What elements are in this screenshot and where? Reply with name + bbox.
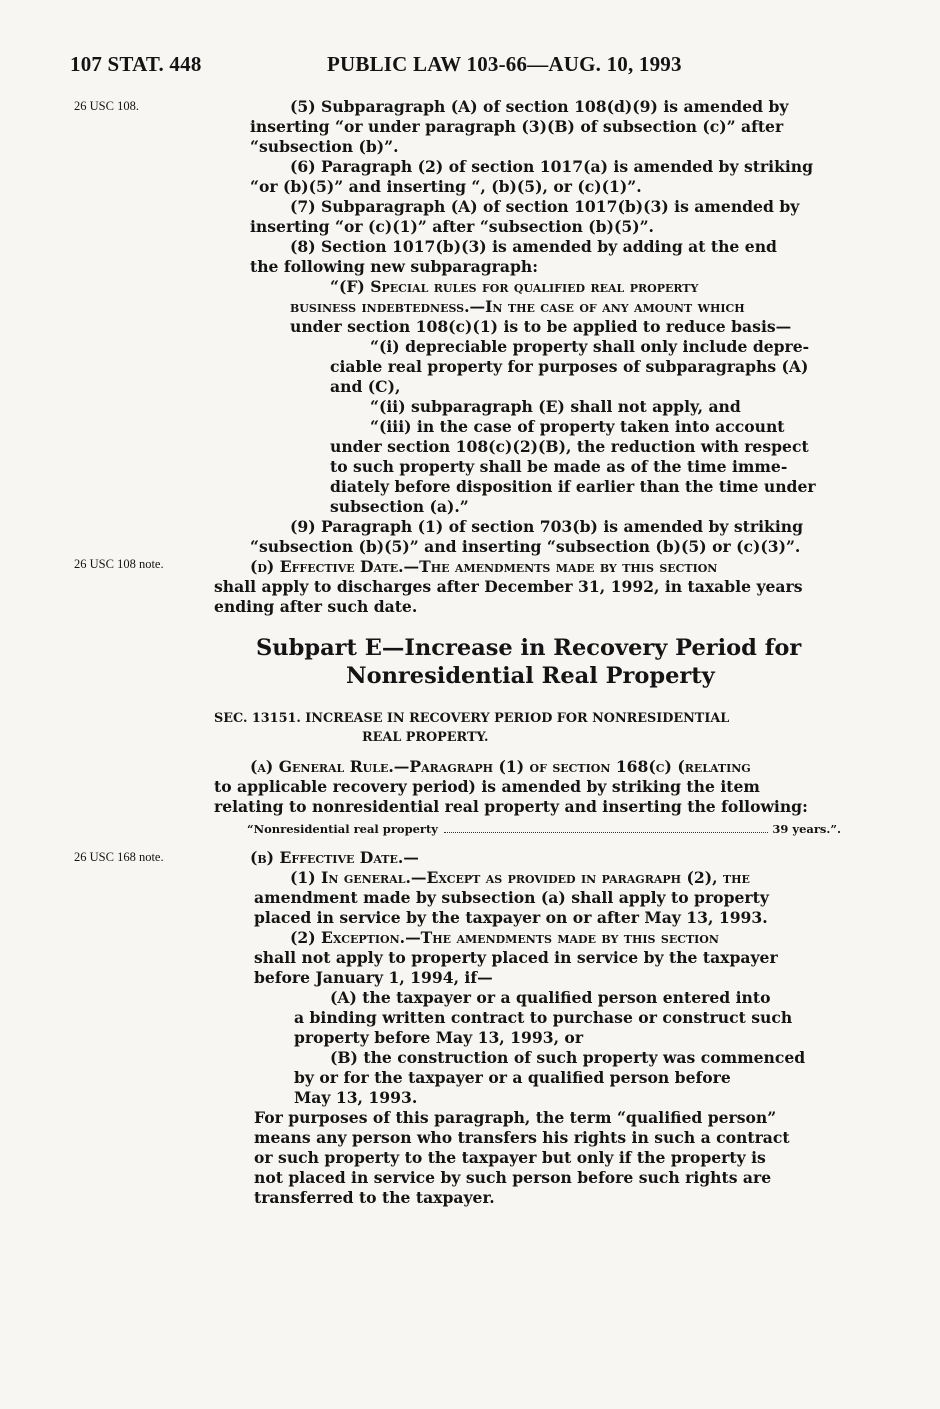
table-entry-value: 39 years.”. [772, 822, 841, 836]
text-line: (a) General Rule.—Paragraph (1) of section 168(c) (relating [250, 757, 751, 776]
margin-note-usc-108-note: 26 USC 108 note. [74, 557, 164, 571]
margin-note-usc-108: 26 USC 108. [74, 99, 139, 113]
table-entry-row [247, 822, 841, 836]
text-line: the following new subparagraph: [250, 257, 538, 276]
text-line: (8) Section 1017(b)(3) is amended by adding at the end [290, 237, 777, 256]
subpart-heading-line2: Nonresidential Real Property [346, 663, 715, 689]
text-line: “(i) depreciable property shall only include depre- [370, 337, 810, 356]
section-heading-line1: SEC. 13151. INCREASE IN RECOVERY PERIOD FOR NONRESIDENTIAL [214, 711, 730, 726]
subpart-heading-line1: Subpart E—Increase in Recovery Period for [256, 635, 802, 661]
text-line: by or for the taxpayer or a qualified person before [294, 1068, 731, 1087]
page-title: PUBLIC LAW 103-66—AUG. 10, 1993 [327, 52, 682, 76]
text-line: “subsection (b)”. [250, 137, 399, 156]
section-heading-line2: REAL PROPERTY. [362, 730, 489, 745]
text-line: a binding written contract to purchase or construct such [294, 1008, 793, 1027]
text-line: inserting “or under paragraph (3)(B) of subsection (c)” after [250, 117, 784, 136]
text-line: diately before disposition if earlier than the time under [330, 477, 816, 496]
text-line: not placed in service by such person before such rights are [254, 1168, 772, 1187]
text-line: (B) the construction of such property was commenced [330, 1048, 806, 1067]
text-line: and (C), [330, 377, 401, 396]
table-entry-item: “Nonresidential real property [247, 822, 438, 836]
text-line: (1) In general.—Except as provided in paragraph (2), the [290, 868, 750, 887]
text-line: placed in service by the taxpayer on or after May 13, 1993. [254, 908, 768, 927]
text-line: (2) Exception.—The amendments made by this section [290, 928, 719, 947]
text-line: before January 1, 1994, if— [254, 968, 493, 987]
text-line: transferred to the taxpayer. [254, 1188, 495, 1207]
text-line: (9) Paragraph (1) of section 703(b) is amended by striking [290, 517, 803, 536]
page-number: 107 STAT. 448 [70, 52, 202, 76]
text-line: under section 108(c)(1) is to be applied to reduce basis— [290, 317, 792, 336]
text-line: business indebtedness.—In the case of any amount which [290, 297, 745, 316]
text-line: subsection (a).” [330, 497, 469, 516]
text-line: shall apply to discharges after December 31, 1992, in taxable years [214, 577, 803, 596]
text-line: “subsection (b)(5)” and inserting “subsection (b)(5) or (c)(3)”. [250, 537, 801, 556]
text-line: “(iii) in the case of property taken into account [370, 417, 785, 436]
text-line: inserting “or (c)(1)” after “subsection (b)(5)”. [250, 217, 654, 236]
text-line: May 13, 1993. [294, 1088, 418, 1107]
text-line: property before May 13, 1993, or [294, 1028, 584, 1047]
text-line: “(ii) subparagraph (E) shall not apply, and [370, 397, 741, 416]
text-line: relating to nonresidential real property and inserting the following: [214, 797, 808, 816]
text-line: (d) Effective Date.—The amendments made by this section [250, 557, 718, 576]
text-line: or such property to the taxpayer but only if the property is [254, 1148, 766, 1167]
text-line: ending after such date. [214, 597, 418, 616]
text-line: (b) Effective Date.— [250, 848, 419, 867]
text-line: under section 108(c)(2)(B), the reduction with respect [330, 437, 809, 456]
margin-note-usc-168-note: 26 USC 168 note. [74, 850, 164, 864]
text-line: “or (b)(5)” and inserting “, (b)(5), or (c)(1)”. [250, 177, 642, 196]
text-line: to such property shall be made as of the time imme- [330, 457, 788, 476]
text-line: “(F) Special rules for qualified real property [330, 277, 699, 296]
text-line: to applicable recovery period) is amended by striking the item [214, 777, 760, 796]
text-line: shall not apply to property placed in service by the taxpayer [254, 948, 778, 967]
text-line: (7) Subparagraph (A) of section 1017(b)(3) is amended by [290, 197, 800, 216]
text-line: For purposes of this paragraph, the term “qualified person” [254, 1108, 777, 1127]
leader-dots [444, 832, 768, 833]
text-line: (A) the taxpayer or a qualified person entered into [330, 988, 771, 1007]
text-line: means any person who transfers his rights in such a contract [254, 1128, 790, 1147]
text-line: ciable real property for purposes of subparagraphs (A) [330, 357, 809, 376]
text-line: (6) Paragraph (2) of section 1017(a) is amended by striking [290, 157, 814, 176]
text-line: amendment made by subsection (a) shall apply to property [254, 888, 769, 907]
text-line: (5) Subparagraph (A) of section 108(d)(9) is amended by [290, 97, 789, 116]
